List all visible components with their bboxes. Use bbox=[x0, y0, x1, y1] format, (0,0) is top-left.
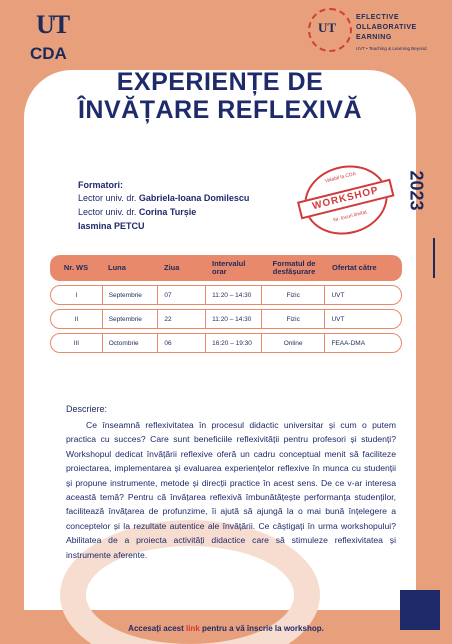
cell-offered: UVT bbox=[331, 315, 345, 323]
cell-day: 22 bbox=[158, 310, 206, 328]
cell-nr: I bbox=[51, 286, 103, 304]
col-header-day: Ziua bbox=[164, 263, 180, 272]
cell-format: Fizic bbox=[262, 310, 326, 328]
trainer-2: Lector univ. dr. Corina Turșie bbox=[78, 207, 197, 217]
trainer-name: Iasmina PETCU bbox=[78, 221, 145, 231]
cell-interval: 16:20 – 19:30 bbox=[206, 334, 262, 352]
poster-title-line-1: EXPERIENȚE DE bbox=[116, 68, 324, 96]
table-row bbox=[50, 285, 402, 305]
cell-month: Septembrie bbox=[103, 286, 159, 304]
description-text: Ce înseamnă reflexivitatea în procesul didactic universitar și cum o putem practica cu succes? Care sunt beneficiile reflexivității pentru profesori și studenți? Workshopul dedicat învățării reflexive oferă un cadru conceptual menit să faciliteze proiectarea, implementarea și evaluarea experiențelor reflexive în munca cu studenții și propune instrumente, metode și direcții practice în acest sens. De ce v-ar interesa această temă? Pentru că învățarea reflexivă îmbunătățește performanța studenților, facilitează învățarea de profunzime, îi ajută să ajungă la o mai bună înțelegere a conceptelor și la rezultate autentice ale învățării. Ce câștigați în urma workshopului? Abilitatea de a proiecta activități didactice care să stimuleze reflexivitatea și instrumente aferente. bbox=[66, 420, 396, 560]
cell-day: 06 bbox=[158, 334, 206, 352]
cell-interval: 11:20 – 14:30 bbox=[206, 286, 262, 304]
col-header-month: Luna bbox=[108, 263, 126, 272]
cell-offered: FEAA-DMA bbox=[331, 339, 366, 347]
stamp-bottom-text: Nr. locuri limitat bbox=[332, 209, 368, 224]
logo-line-2: OLLABORATIVE bbox=[356, 24, 417, 31]
table-row bbox=[50, 333, 402, 353]
registration-footer: Accesați acest link pentru a vă înscrie la workshop. bbox=[128, 624, 324, 633]
year-marker bbox=[406, 140, 446, 260]
table-header bbox=[50, 255, 402, 281]
col-header-nr: Nr. WS bbox=[63, 263, 89, 272]
cda-logo-text: CDA bbox=[30, 44, 67, 63]
trainer-1: Lector univ. dr. Gabriela-Ioana Domilescu bbox=[78, 193, 250, 203]
year-divider bbox=[433, 238, 435, 278]
logo-ut-mark: UT bbox=[318, 20, 337, 35]
logo-subtitle: UVT • Teaching & Learning Beyond bbox=[356, 46, 427, 51]
reflective-learning-logo bbox=[308, 8, 448, 54]
stamp-label: WORKSHOP bbox=[297, 179, 395, 220]
ut-cda-logo bbox=[28, 10, 80, 66]
schedule-table bbox=[50, 255, 402, 353]
cell-nr: II bbox=[51, 310, 103, 328]
logo-line-1: EFLECTIVE bbox=[356, 14, 400, 21]
poster-title-line-2: ÎNVĂȚARE REFLEXIVĂ bbox=[77, 96, 363, 124]
cell-format: Online bbox=[262, 334, 326, 352]
cell-nr: III bbox=[51, 334, 103, 352]
col-header-interval: Intervalul orar bbox=[212, 259, 246, 276]
trainer-name: Gabriela-Ioana Domilescu bbox=[138, 193, 250, 203]
year-label: 2023 bbox=[406, 170, 427, 211]
cell-day: 07 bbox=[158, 286, 206, 304]
cell-month: Septembrie bbox=[103, 310, 159, 328]
table-row bbox=[50, 309, 402, 329]
col-header-offered: Ofertat către bbox=[332, 263, 377, 272]
logo-line-3: EARNING bbox=[356, 34, 392, 41]
cell-interval: 11:20 – 14:30 bbox=[206, 310, 262, 328]
cell-format: Fizic bbox=[262, 286, 326, 304]
stamp-top-text: Valabil la CDA bbox=[324, 170, 357, 185]
cell-offered: UVT bbox=[331, 291, 345, 299]
ut-logo-mark: UT bbox=[36, 10, 69, 39]
trainer-name: Corina Turșie bbox=[138, 207, 197, 217]
description-label: Descriere: bbox=[66, 404, 108, 414]
trainer-3 bbox=[78, 221, 145, 231]
registration-link[interactable]: link bbox=[186, 624, 200, 633]
trainers-heading: Formatori: bbox=[78, 180, 123, 190]
cell-month: Octombrie bbox=[103, 334, 159, 352]
col-header-format: Formatul de desfășurare bbox=[272, 259, 316, 276]
